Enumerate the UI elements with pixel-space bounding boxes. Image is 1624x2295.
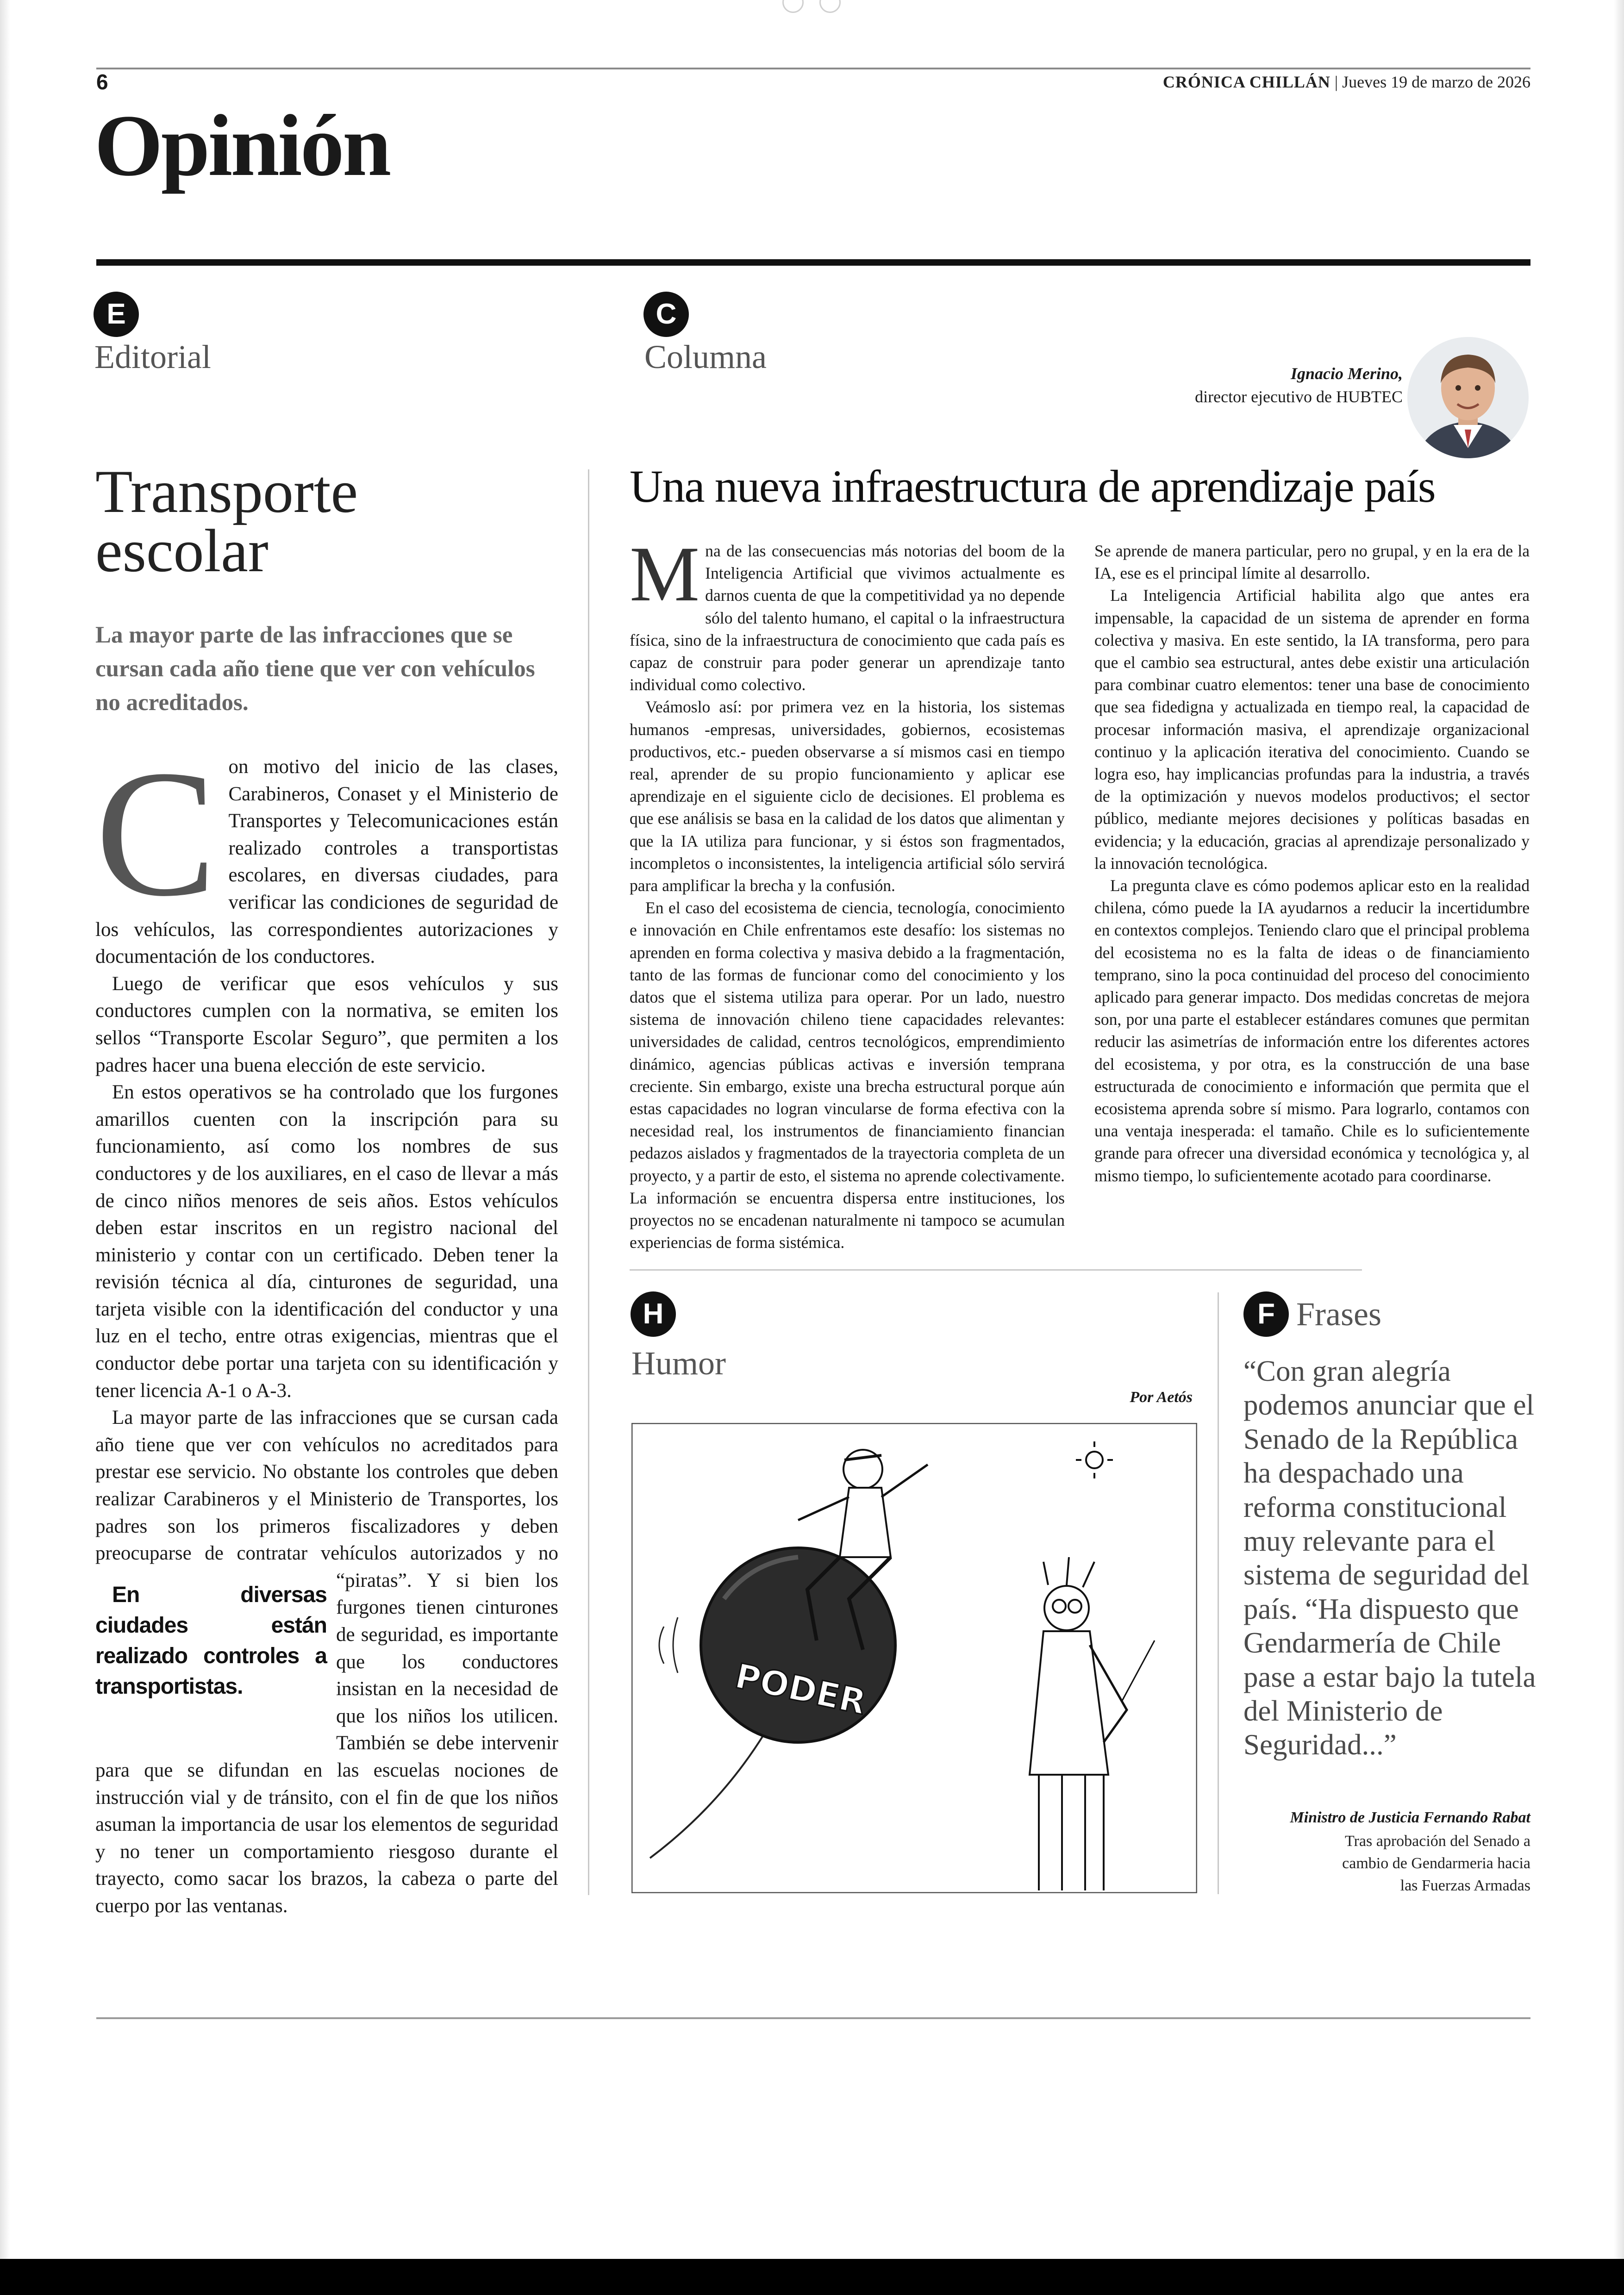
column-paragraph: na de las consecuencias más notorias del boom de la Inteligencia Artificial que vivimos actualmente es darnos cuenta de que la competitividad ya no depende sólo del talento humano, el capital o la infraestructura física, sino de la infraestructura de conocimiento que cada país es capaz de construir para poder generar un aprendizaje tanto individual como colectivo.: [630, 542, 1065, 694]
humor-top-rule: [630, 1269, 1362, 1271]
author-role: director ejecutivo de HUBTEC: [1195, 387, 1403, 406]
editorial-dropcap: C: [95, 733, 217, 934]
editorial-body: [95, 733, 558, 1917]
editorial-pull-quote: En diversas ciudades están realizado controles a transportistas.: [95, 1583, 327, 1699]
cartoon-byline: Por Aetós: [1130, 1389, 1193, 1406]
page-number: 6: [96, 70, 108, 94]
editorial-paragraph: on motivo del inicio de las clases, Carabineros, Conaset y el Ministerio de Transportes y Telecomunicaciones están realizado controles a transportistas escolares, en diversas ciudades, para verificar las condiciones de seguridad de los vehículos, las correspondientes autorizaciones y documentación de los conductores.: [95, 756, 558, 968]
editorial-deck: La mayor parte de las infracciones que se cursan cada año tiene que ver con vehículos no acreditados.: [95, 622, 535, 716]
phrases-label: Frases: [1296, 1296, 1381, 1333]
editorial-label: Editorial: [94, 338, 211, 375]
quote-attribution: Ministro de Justicia Fernando Rabat: [1290, 1809, 1530, 1826]
column-title: Una nueva infraestructura de aprendizaje país: [630, 461, 1435, 512]
footer-rule: [96, 2017, 1530, 2019]
column-body-left: [630, 530, 1065, 1253]
editorial-marker-icon: E: [94, 292, 139, 337]
editorial-paragraph: En estos operativos se ha controlado que los furgones amarillos cuenten con la inscripción para su funcionamiento, así como los nombres de sus conductores y de los auxiliares, en el caso de llevar a más de cinco niños menores de seis años. Estos vehículos deben estar inscritos en un registro nacional del ministerio y contar con un certificado. Deben tener la revisión técnica al día, cinturones de seguridad, una tarjeta visible con la identificación del conductor y una luz en el techo, entre otras exigencias, mientras que el conductor debe portar una tarjeta con su identificación y tener licencia A-1 o A-3.: [95, 1081, 558, 1402]
masthead: [1163, 72, 1530, 92]
political-cartoon: [631, 1423, 1197, 1893]
balloon-text: PODER: [731, 1656, 870, 1723]
editorial-title-line: escolar: [95, 517, 269, 585]
masthead-separator: |: [1330, 73, 1343, 91]
column-marker-icon: C: [643, 292, 689, 337]
column-body-right: [1094, 540, 1530, 1253]
page-left-shadow: [0, 0, 10, 2259]
previous-page-dot-icon[interactable]: [782, 0, 804, 13]
editorial-title-line: Transporte: [95, 457, 358, 525]
quote-context-line: Tras aprobación del Senado a: [1345, 1833, 1530, 1850]
editorial-paragraph: La mayor parte de las infracciones que se cursan cada año tiene que ver con vehículos no acreditados para prestar ese servicio. No obstante los controles que deben realizar Carabineros y el Ministerio de Transportes, los padres son los primeros fiscalizadores y deben preocuparse de contratar vehículos autorizados y no “piratas”. Y si bien los furgones tienen cinturones de seguridad, es importante que los conductores insistan en la necesidad de que los niños los utilicen. También se debe intervenir para que se difundan en las escuelas nociones de instrucción vial y de tránsito, con el fin de que los niños asuman la importancia de usar los elementos de seguridad y no tener un comportamiento riesgoso durante el trayecto, como sacar los brazos, la cabeza o parte del cuerpo por las ventanas.: [95, 1407, 558, 1917]
author-portrait: [1407, 337, 1529, 458]
section-rule: [96, 259, 1530, 266]
next-page-dot-icon[interactable]: [819, 0, 841, 13]
page-right-shadow: [1614, 0, 1624, 2259]
author-name: Ignacio Merino,: [1290, 364, 1403, 383]
phrases-divider: [1218, 1292, 1219, 1894]
column-label: Columna: [644, 338, 767, 375]
column-dropcap: M: [630, 530, 700, 617]
editorial-title: [95, 457, 358, 585]
header-rule: [96, 68, 1530, 69]
section-title: Opinión: [94, 97, 390, 194]
page-navigation-dots: [782, 0, 843, 12]
column-paragraph: La Inteligencia Artificial habilita algo que antes era impensable, la capacidad de un sistema de aprender en forma colectiva y masiva. En este sentido, la IA transforma, pero para que el cambio sea estructural, antes debe existir una articulación para combinar cuatro elementos: tener una base de conocimiento que sea fidedigna y actualizada en tiempo real, la capacidad de procesar información masiva, el aprendizaje organizacional continuo y la aplicación iterativa del conocimiento. Cuando se logra eso, hay implicancias profundas para la industria, a través de la optimización y nuevos modelos productivos; el sector público, mediante mejores decisiones y políticas basadas en evidencia; y la educación, gracias al aprendizaje personalizado y la innovación tecnológica.: [1094, 586, 1530, 873]
quote-context-line: cambio de Gendarmeria hacia: [1342, 1855, 1530, 1872]
editorial-paragraph: Luego de verificar que esos vehículos y sus conductores cumplen con la normativa, se emiten los sellos “Transporte Escolar Seguro”, que permiten a los padres hacer una buena elección de este servicio.: [95, 973, 558, 1076]
column-paragraph: En el caso del ecosistema de ciencia, tecnología, conocimiento e innovación en Chile enfrentamos este desafío: los sistemas no aprenden en forma colectiva y masiva debido a la fragmentación, tanto de las formas de funcionar como del conocimiento y los datos que el sistema utiliza para operar. Por un lado, nuestro sistema de innovación chileno tiene capacidades relevantes: universidades de calidad, centros tecnológicos, emprendimiento dinámico, agencias públicas activas e inversión temprana creciente. Sin embargo, existe una brecha estructural porque aún estas capacidades no logran vincularse de forma efectiva con la necesidad real, los instrumentos de financiamiento financian pedazos aislados y fragmentados de la trayectoria completa de un proyecto, y a partir de esto, el sistema no aprende colectivamente. La información se encuentra dispersa entre instituciones, los proyectos no se encadenan naturalmente ni tampoco se acumulan experiencias de forma sistémica.: [630, 898, 1065, 1252]
publication-date: Jueves 19 de marzo de 2026: [1342, 73, 1530, 91]
column-paragraph: Se aprende de manera particular, pero no grupal, y en la era de la IA, ese es el principal límite al desarrollo.: [1094, 542, 1530, 583]
column-paragraph: La pregunta clave es cómo podemos aplicar esto en la realidad chilena, cómo puede la IA ayudarnos a reducir la incertidumbre en contextos complejos. Teniendo claro que el principal problema del ecosistema no es la falta de ideas o de financiamiento temprano, sino la poca continuidad del proceso del conocimiento aplicado para generar impacto. Dos medidas concretas de mejora son, por una parte el establecer estándares comunes que permitan reducir las asimetrías de información entre los diferentes actores del ecosistema, y por otra, es la construcción de una base estructurada de conocimiento e información que permita que el ecosistema aprenda sobre sí mismo. Para lograrlo, contamos con una ventaja inesperada: el tamaño. Chile es lo suficientemente grande para ofrecer una diversidad económica y tecnológica y, al mismo tiempo, lo suficientemente acotado para coordinarse.: [1094, 876, 1530, 1185]
viewer-bottom-bar: [0, 2259, 1624, 2295]
quote-context-line: las Fuerzas Armadas: [1400, 1877, 1530, 1894]
column-divider: [588, 469, 589, 1895]
humor-label: Humor: [631, 1345, 726, 1382]
newspaper-name: CRÓNICA CHILLÁN: [1162, 73, 1330, 91]
featured-quote: “Con gran alegría podemos anunciar que el Senado de la República ha despachado una reforma constitucional muy relevante para el sistema de seguridad del país. “Ha dispuesto que Gendarmería de Chile pase a estar bajo la tutela del Ministerio de Seguridad...”: [1243, 1355, 1536, 1761]
column-paragraph: Veámoslo así: por primera vez en la historia, los sistemas humanos -empresas, universidades, gobiernos, ecosistemas productivos, etc.- pueden observarse a sí mismos casi en tiempo real, aprender de su propio funcionamiento y aplicar ese aprendizaje en el siguiente ciclo de decisiones. El problema es que ese análisis se basa en la calidad de los datos que alimentan y que la IA utiliza para funcionar, y si éstos son fragmentados, incompletos o inconsistentes, la inteligencia artificial sólo servirá para amplificar la brecha y la confusión.: [630, 698, 1065, 895]
humor-marker-icon: H: [631, 1291, 676, 1337]
phrases-marker-icon: F: [1243, 1291, 1289, 1337]
